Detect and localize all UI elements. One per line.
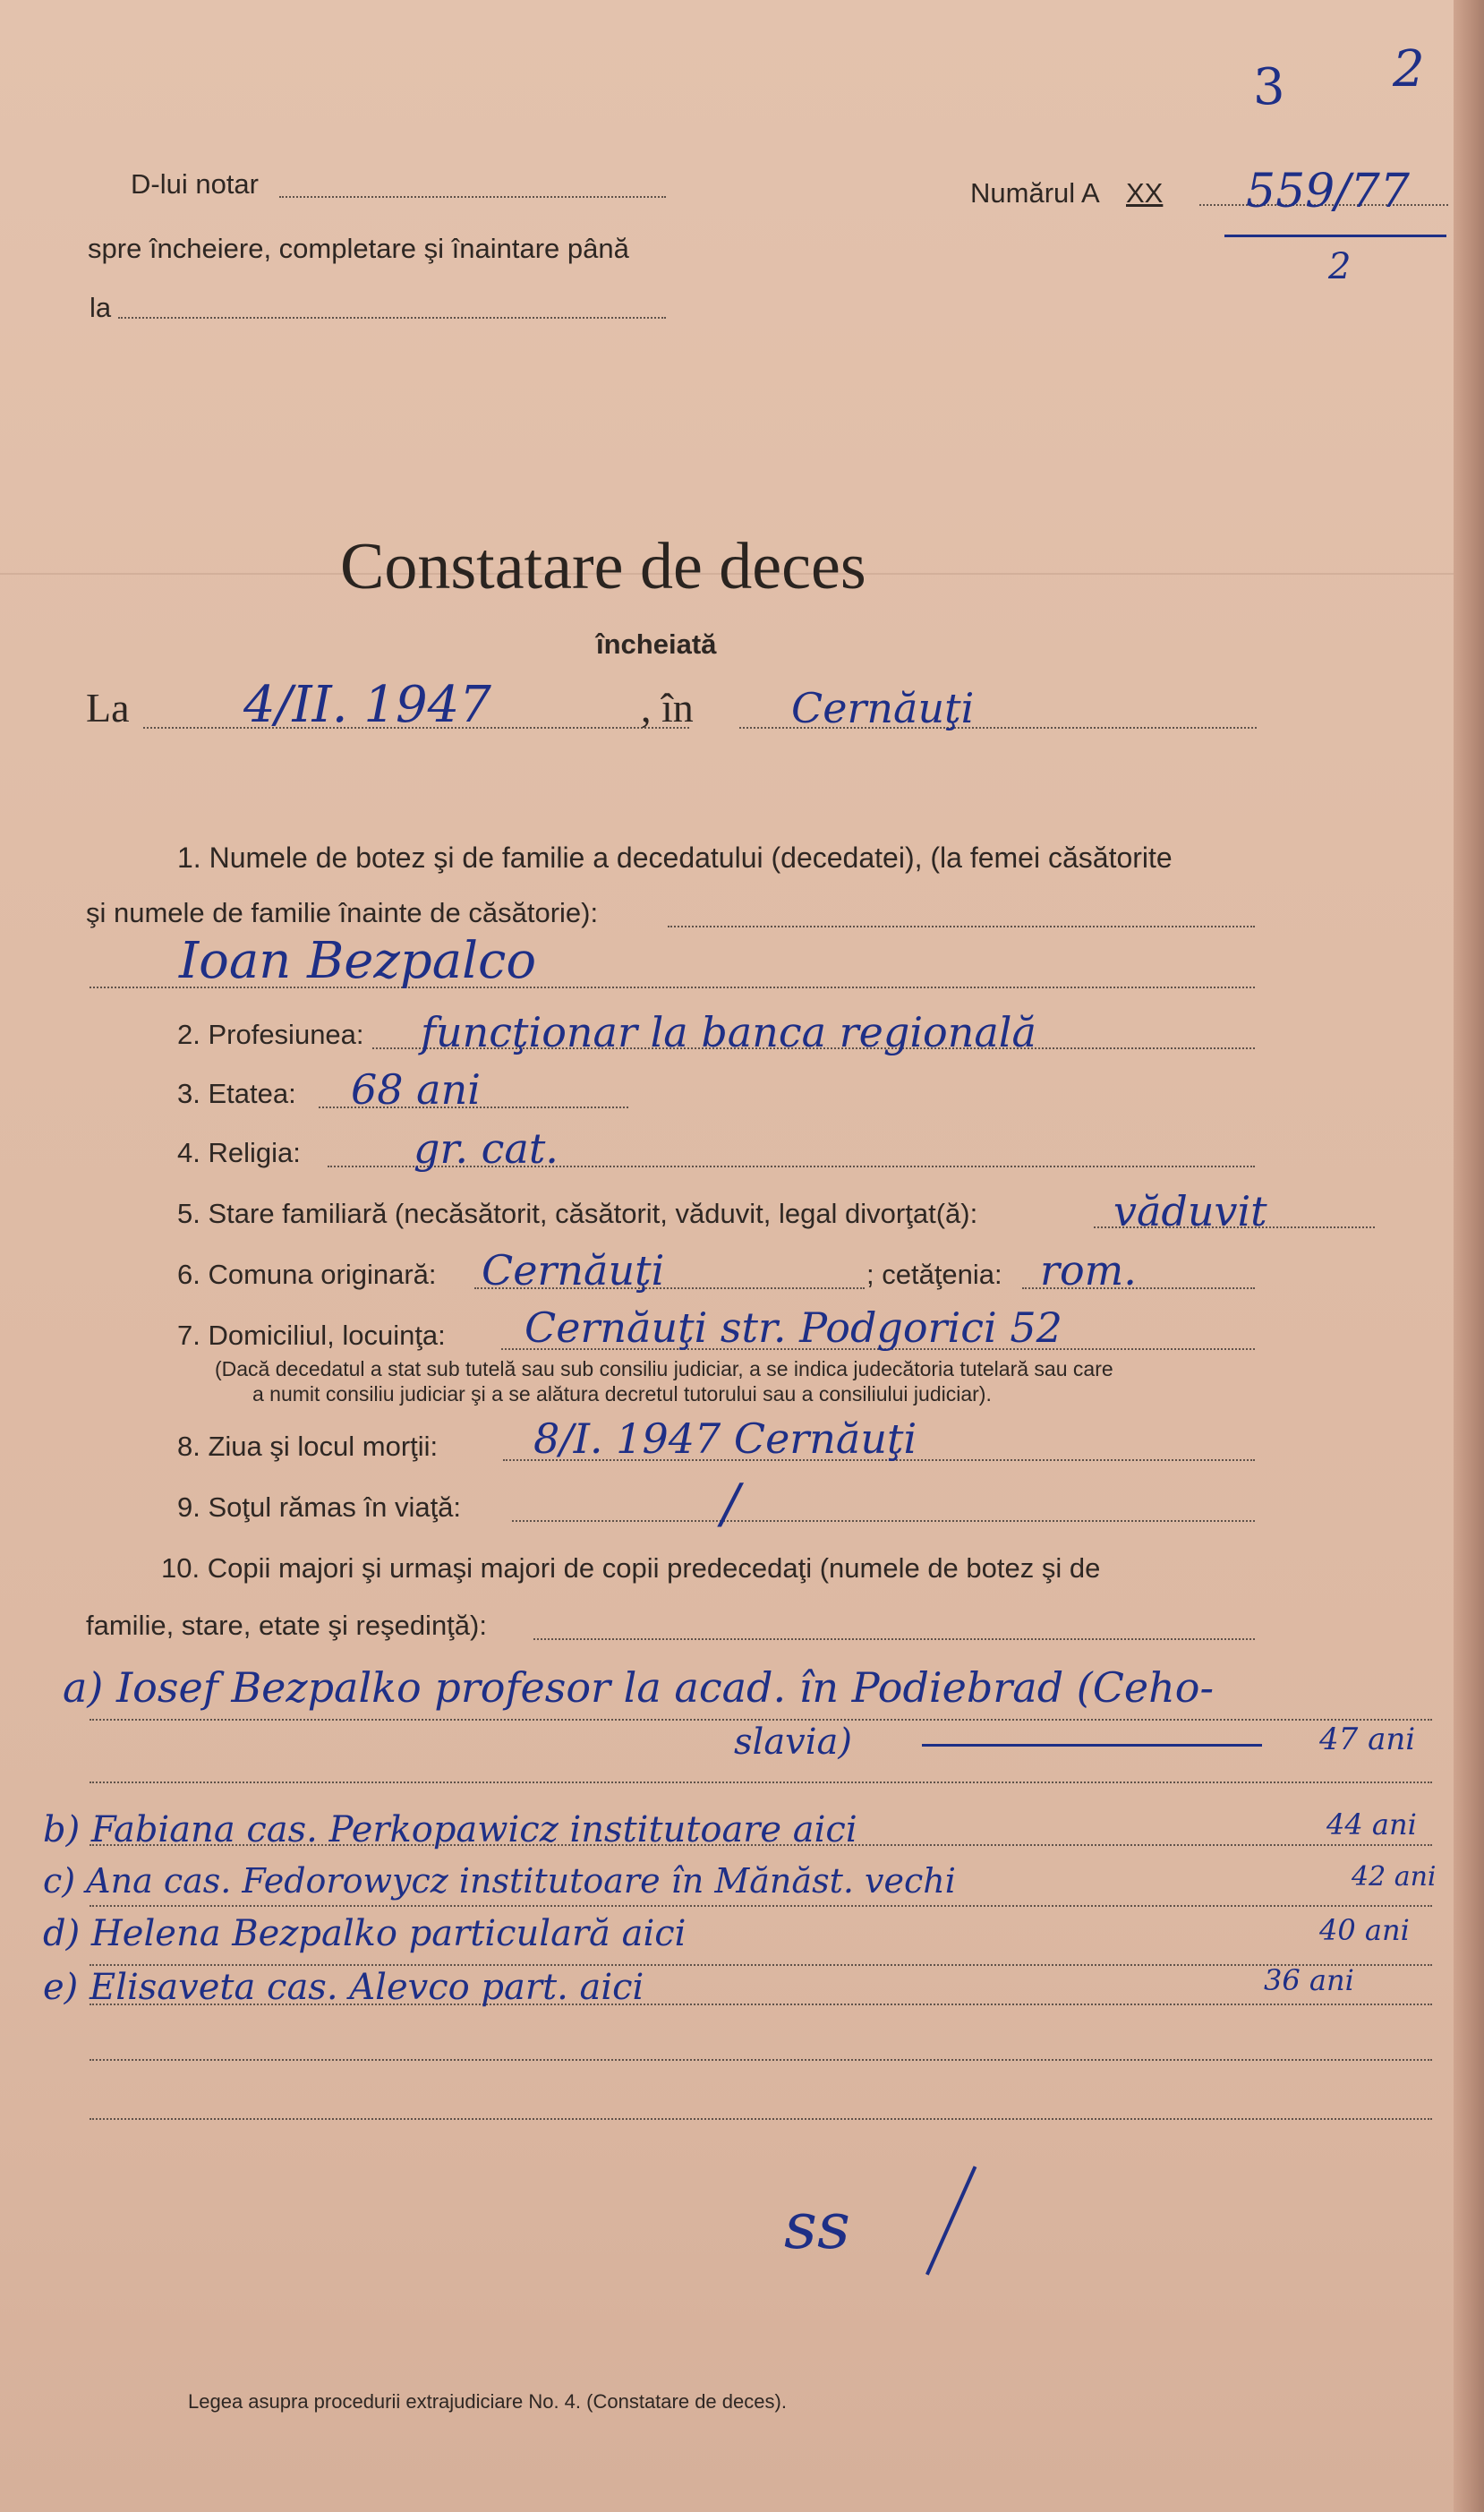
numarul-sub: 2 [1328,246,1352,287]
child-d-text: d) Helena Bezpalko particulară aici [43,1913,687,1954]
child-b-age: 44 ani [1326,1807,1417,1841]
children-line-5 [90,1964,1432,1966]
field-5-value: văduvit [1113,1187,1267,1235]
place-value: Cernăuţi [791,684,975,732]
field-10-line2: familie, stare, etate şi reşedinţă): [86,1610,487,1641]
children-line-7 [90,2059,1432,2061]
numarul-series: XX [1126,177,1164,209]
children-line-1 [90,1719,1432,1721]
date-in-label: , în [641,685,694,731]
paper-edge [1454,0,1484,2512]
children-line-4 [90,1905,1432,1907]
field-2-label: 2. Profesiunea: [177,1019,364,1050]
child-e-text: e) Elisaveta cas. Alevco part. aici [43,1967,644,2008]
date-la-label: La [86,685,130,731]
child-c-text: c) Ana cas. Fedorowycz institutoare în Mănăst. vechi [43,1861,956,1901]
la-label: la [90,292,112,323]
child-a-text: a) Iosef Bezpalko profesor la acad. în Podiebrad (Ceho- [63,1663,1215,1712]
field-1-value: Ioan Bezpalco [179,932,537,990]
field-3-label: 3. Etatea: [177,1078,296,1109]
field-4-label: 4. Religia: [177,1137,301,1168]
field-1-line1: 1. Numele de botez şi de familie a decedatului (decedatei), (la femei căsătorite [177,842,1173,874]
field-10-line1: 10. Copii majori şi urmaşi majori de copii predecedaţi (numele de botez şi de [161,1552,1101,1584]
corner-number-2: 2 [1393,40,1425,98]
field-7-note-1: (Dacă decedatul a stat sub tutelă sau sub consiliu judiciar, a se indica judecătoria tutelară sau care [215,1357,1113,1380]
child-b-text: b) Fabiana cas. Perkopawicz institutoare aici [43,1809,857,1850]
field-7-value: Cernăuţi str. Podgorici 52 [525,1303,1062,1352]
la-line [118,317,666,319]
child-c-age: 42 ani [1352,1861,1437,1893]
child-a-age: 47 ani [1319,1722,1416,1757]
field-9-line [512,1520,1255,1522]
field-6-value: Cernăuţi [482,1246,665,1294]
field-9-value: / [721,1473,740,1535]
footer-law-reference: Legea asupra procedurii extrajudiciare No. 4. (Constatare de deces). [188,2390,787,2413]
child-d-age: 40 ani [1319,1913,1410,1947]
document-subtitle: încheiată [596,628,717,660]
field-9-label: 9. Soţul rămas în viaţă: [177,1491,462,1523]
field-8-label: 8. Ziua şi locul morţii: [177,1431,439,1462]
instruction-text: spre încheiere, completare şi înaintare până [88,233,629,264]
field-1-line2: şi numele de familie înainte de căsătorie): [86,897,599,928]
field-4-value: gr. cat. [414,1124,559,1173]
field-2-value: funcţionar la banca regională [421,1008,1036,1056]
field-8-value: 8/I. 1947 Cernăuţi [533,1414,917,1463]
field-10-line2-dots [533,1638,1255,1640]
children-line-8 [90,2118,1432,2120]
notar-label: D-lui notar [131,168,259,200]
signature-stroke [925,2166,977,2275]
document-title: Constatare de deces [340,530,866,603]
notar-line [279,196,666,198]
field-6-cet-label: ; cetăţenia: [866,1259,1002,1290]
numarul-underline [1224,235,1446,237]
field-7-note-2: a numit consiliu judiciar şi a se alătura decretul tutorului sau a consiliului judiciar). [252,1382,992,1406]
field-7-label: 7. Domiciliul, locuinţa: [177,1320,446,1351]
field-6-label: 6. Comuna originară: [177,1259,437,1290]
signature: ss [784,2188,850,2263]
field-1-line2-dots [668,926,1255,927]
field-5-label: 5. Stare familiară (necăsătorit, căsătorit, văduvit, legal divorţat(ă): [177,1198,978,1229]
child-a-dash [922,1744,1262,1747]
child-e-age: 36 ani [1264,1963,1354,1997]
numarul-label: Numărul A [970,177,1100,209]
child-a-cont: slavia) [734,1722,853,1763]
date-value: 4/II. 1947 [243,676,491,734]
field-6-cet-value: rom. [1040,1246,1137,1294]
corner-number-1: 3 [1253,58,1285,116]
children-line-2 [90,1781,1432,1783]
numarul-value: 559/77 [1246,165,1410,218]
field-3-value: 68 ani [351,1065,481,1114]
